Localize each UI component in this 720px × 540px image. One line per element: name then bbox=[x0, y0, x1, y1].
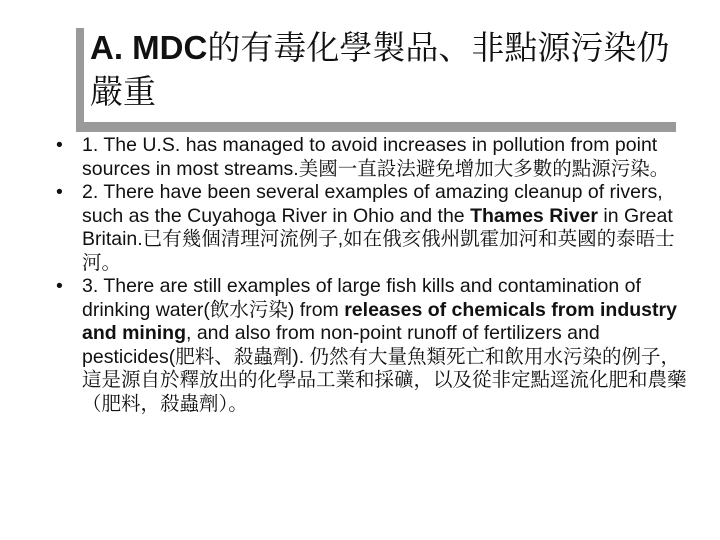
bullet-item-1 bbox=[56, 134, 696, 181]
bullet-marker: • bbox=[56, 134, 63, 156]
slide-title-prefix: A. MDC bbox=[90, 29, 208, 66]
bullet-text-bold: Thames River bbox=[470, 204, 598, 227]
bullet-text-part: in Great Britain.已有幾個清理河流例子,如在俄亥俄州凱霍加河和英國的泰晤士河。 bbox=[82, 204, 675, 274]
bullet-item-2 bbox=[56, 181, 696, 275]
slide-title-rest: 的有毒化學製品、非點源污染仍嚴重 bbox=[90, 28, 670, 111]
slide-title bbox=[90, 26, 680, 114]
bullet-text-part: 1. The U.S. has managed to avoid increases in pollution from point sources in most streams.美國一直設法避免增加大多數的點源污染。 bbox=[82, 134, 670, 180]
bullet-text bbox=[82, 181, 696, 275]
bullet-marker: • bbox=[56, 275, 63, 297]
bullet-item-3 bbox=[56, 275, 696, 416]
title-box bbox=[84, 18, 684, 122]
bullet-marker: • bbox=[56, 181, 63, 203]
bullet-text bbox=[82, 275, 696, 416]
bullet-text bbox=[82, 134, 696, 181]
bullet-list bbox=[56, 134, 696, 416]
bullet-text-part: 2. There have been several examples of amazing cleanup of rivers, such as the Cuyahoga River in Ohio and the bbox=[82, 181, 663, 227]
bullet-text-part: , and also from non-point runoff of fertilizers and pesticides(肥料、殺蟲劑). 仍然有大量魚類死亡和飲用水污染的例子，這是源自於釋放出的化學品工業和採礦，以及從非定點逕流化肥和農藥（肥料，殺蟲劑）。 bbox=[82, 322, 687, 415]
bullet-text-bold: releases of chemicals from industry and mining bbox=[82, 298, 677, 344]
bullet-text-part: 3. There are still examples of large fish kills and contamination of drinking water(飲水污染) from bbox=[82, 275, 641, 321]
